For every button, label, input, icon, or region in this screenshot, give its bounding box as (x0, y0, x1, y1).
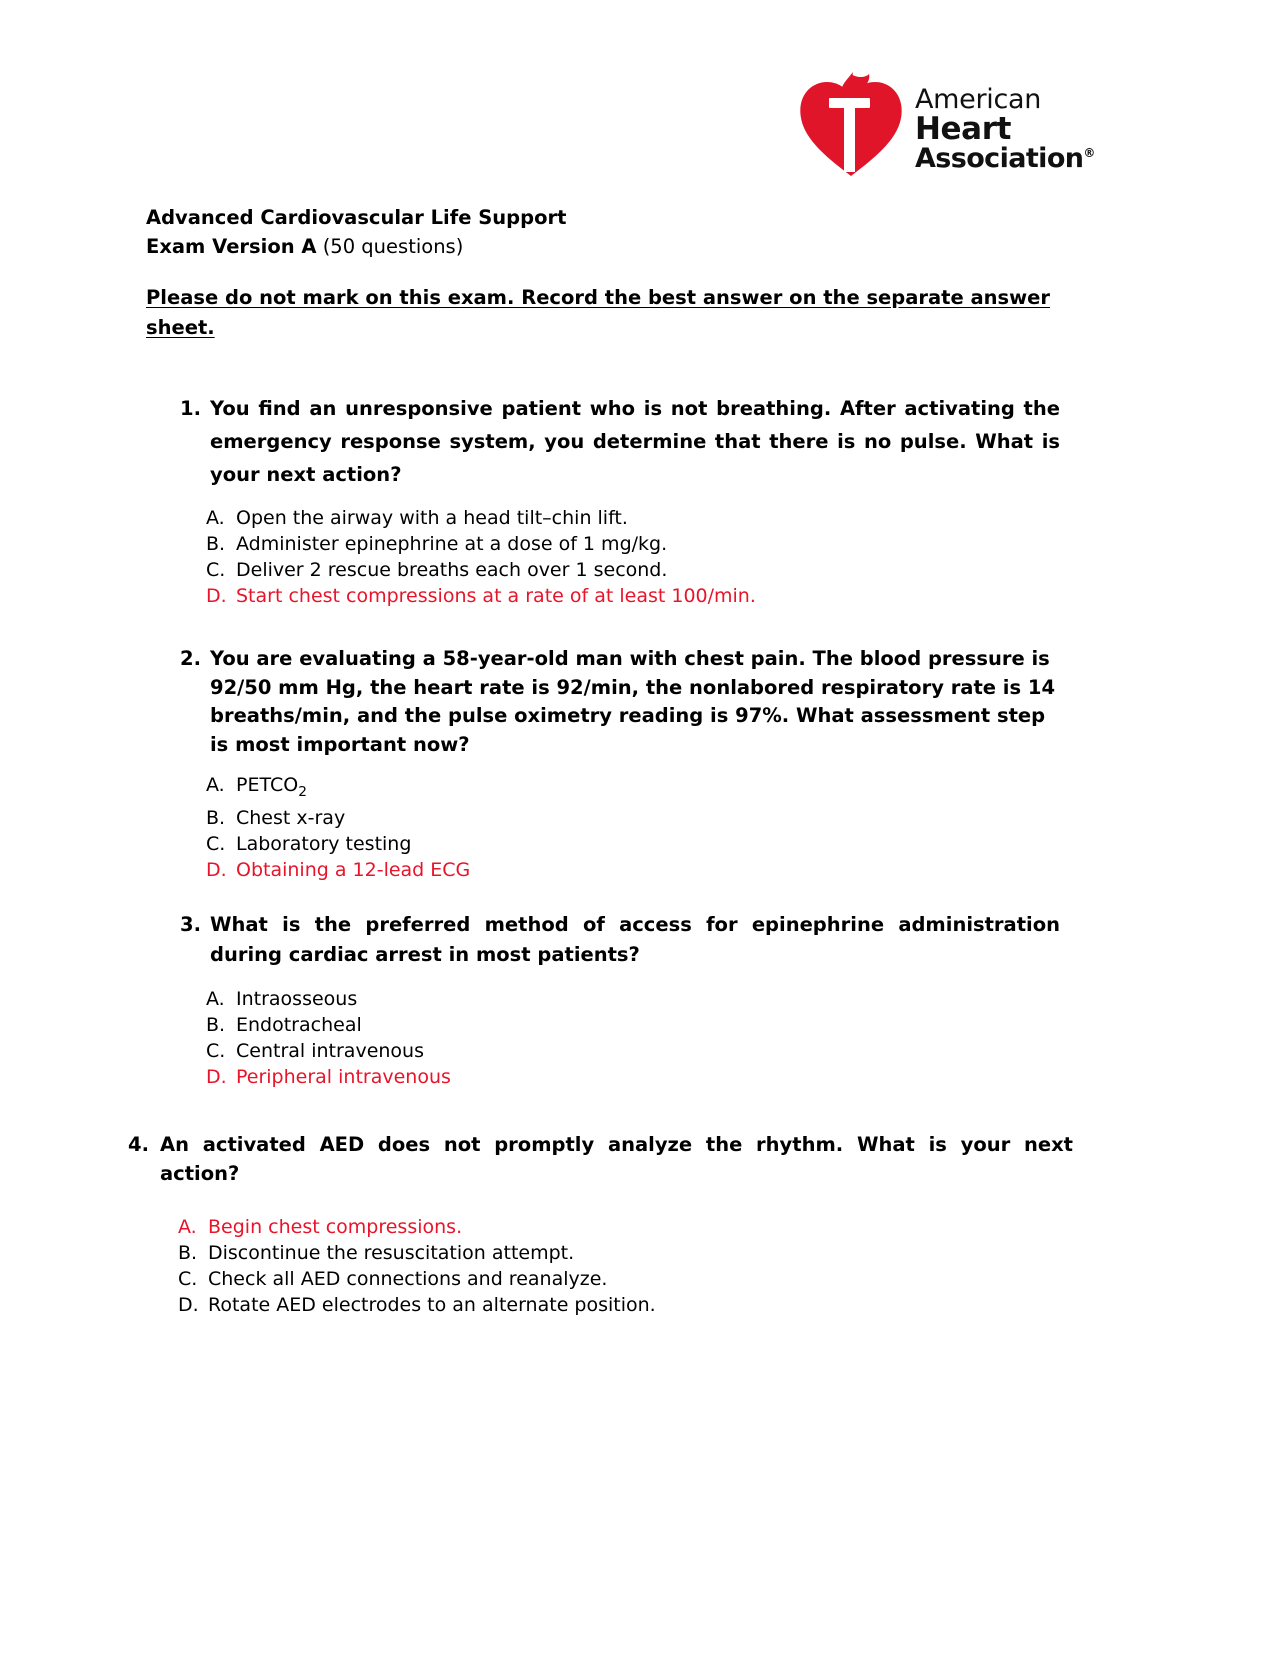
exam-notice: Please do not mark on this exam. Record the best answer on the separate answer sheet. (146, 286, 1051, 339)
option-text: Rotate AED electrodes to an alternate position. (208, 1294, 656, 1316)
question-stem (180, 392, 1060, 491)
option-letter: C. (206, 559, 226, 581)
option-d-correct[interactable] (206, 1064, 1060, 1090)
option-text: Discontinue the resuscitation attempt. (208, 1242, 575, 1264)
option-a[interactable] (206, 772, 1060, 805)
question-number: 4. (128, 1133, 149, 1156)
option-list (178, 1214, 1073, 1318)
option-text: Check all AED connections and reanalyze. (208, 1268, 608, 1290)
question-2 (180, 645, 1060, 883)
question-number: 3. (180, 913, 201, 936)
registered-trademark-icon: ® (1083, 146, 1095, 161)
option-letter: B. (178, 1242, 198, 1264)
option-letter: A. (178, 1216, 197, 1238)
option-text: Obtaining a 12-lead ECG (236, 858, 471, 881)
option-text: Intraosseous (236, 988, 358, 1010)
option-c[interactable] (206, 557, 1060, 583)
option-text: Administer epinephrine at a dose of 1 mg/kg. (236, 533, 668, 555)
logo-line-heart: Heart (915, 110, 1011, 147)
course-title: Advanced Cardiovascular Life Support (146, 206, 567, 229)
option-d-correct[interactable] (206, 583, 1060, 609)
question-text: An activated AED does not promptly analyze the rhythm. What is your next action? (160, 1133, 1073, 1185)
option-text: Chest x-ray (236, 806, 346, 829)
option-letter: C. (206, 1040, 226, 1062)
question-stem (180, 645, 1060, 759)
question-text: You find an unresponsive patient who is not breathing. After activating the emergency response system, you determine that there is no pulse. What is your next action? (210, 397, 1060, 486)
option-letter: B. (206, 1014, 226, 1036)
option-text: Begin chest compressions. (208, 1216, 463, 1238)
option-text: Endotracheal (236, 1014, 362, 1036)
option-b[interactable] (206, 805, 1060, 831)
option-letter: C. (206, 832, 226, 855)
option-list (206, 986, 1060, 1090)
option-letter: A. (206, 507, 225, 529)
option-text: Central intravenous (236, 1040, 424, 1062)
option-text: $PETCO_2$ (236, 774, 307, 800)
question-3 (180, 910, 1060, 1090)
question-stem (128, 1130, 1073, 1188)
question-1 (180, 392, 1060, 609)
option-letter: B. (206, 533, 226, 555)
option-d[interactable] (178, 1292, 1073, 1318)
option-text: Peripheral intravenous (236, 1066, 451, 1088)
aha-heart-torch-icon (795, 72, 907, 180)
question-text: What is the preferred method of access for epinephrine administration during cardiac arrest in most patients? (210, 913, 1060, 966)
option-letter: A. (206, 774, 225, 796)
option-list (206, 505, 1060, 609)
option-a-correct[interactable] (178, 1214, 1073, 1240)
option-text: Open the airway with a head tilt–chin lift. (236, 507, 628, 529)
option-a[interactable] (206, 505, 1060, 531)
option-letter: D. (206, 585, 227, 607)
option-letter: D. (206, 858, 227, 881)
exam-version-line: Exam Version A (50 questions) (146, 235, 464, 258)
option-text: Start chest compressions at a rate of at least 100/min. (236, 585, 756, 607)
option-b[interactable] (178, 1240, 1073, 1266)
question-number: 2. (180, 647, 201, 670)
option-b[interactable] (206, 531, 1060, 557)
option-letter: C. (178, 1268, 198, 1290)
option-letter: D. (178, 1294, 199, 1316)
option-list (206, 772, 1060, 883)
option-text: Laboratory testing (236, 832, 412, 855)
option-c[interactable] (178, 1266, 1073, 1292)
question-4 (128, 1130, 1073, 1318)
option-text: Deliver 2 rescue breaths each over 1 second. (236, 559, 668, 581)
question-stem (180, 910, 1060, 970)
option-d-correct[interactable] (206, 857, 1060, 883)
option-b[interactable] (206, 1012, 1060, 1038)
option-letter: B. (206, 806, 226, 829)
option-c[interactable] (206, 1038, 1060, 1064)
aha-logo (795, 72, 1095, 182)
option-letter: A. (206, 988, 225, 1010)
question-text: You are evaluating a 58-year-old man with chest pain. The blood pressure is 92/50 mm Hg, the heart rate is 92/min, the nonlabored respiratory rate is 14 breaths/min, and the pulse oximetry reading is 97%. What assessment step is most important now? (210, 647, 1056, 756)
question-number: 1. (180, 397, 201, 420)
logo-line-association: Association® (915, 143, 1095, 175)
logo-line-american: American (915, 84, 1042, 115)
option-letter: D. (206, 1066, 227, 1088)
exam-header (146, 203, 1076, 261)
option-c[interactable] (206, 831, 1060, 857)
aha-wordmark (915, 72, 1095, 173)
option-a[interactable] (206, 986, 1060, 1012)
